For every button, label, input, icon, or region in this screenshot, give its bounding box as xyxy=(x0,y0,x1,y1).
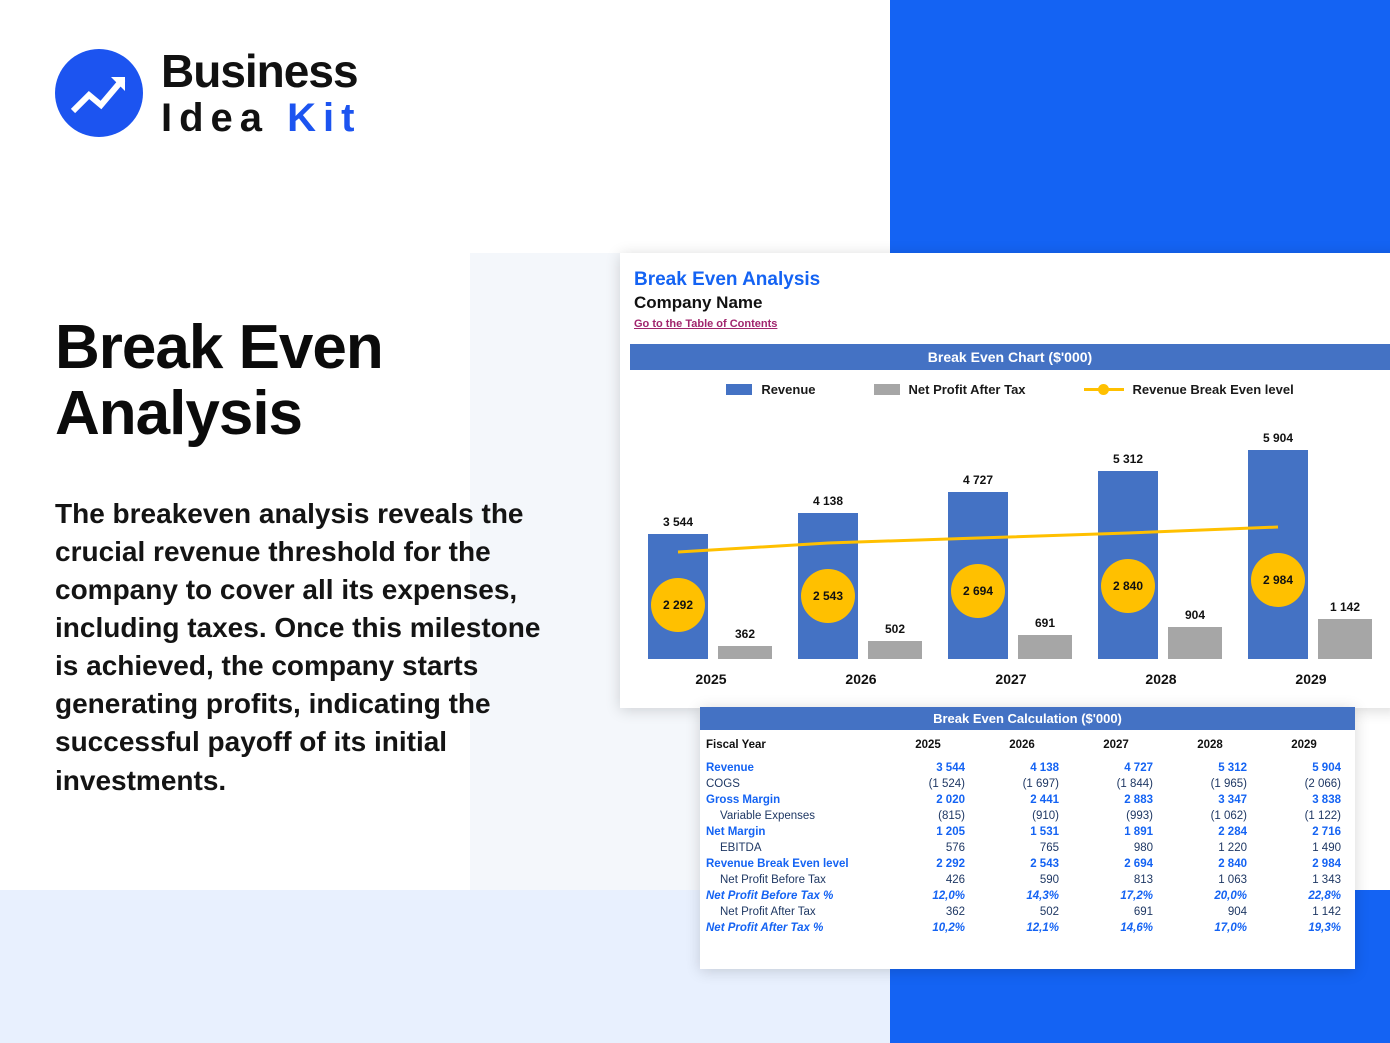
table-cell: 17,2% xyxy=(1120,890,1153,902)
chart-group xyxy=(786,429,936,659)
table-row-label: Net Profit Before Tax xyxy=(720,874,826,886)
table-cell: (1 697) xyxy=(1022,778,1059,790)
table-cell: 2 694 xyxy=(1124,858,1153,870)
chart-x-label: 2026 xyxy=(845,671,877,687)
bar-label-revenue: 4 138 xyxy=(810,493,846,509)
table-cell: (1 062) xyxy=(1210,810,1247,822)
table-of-contents-link[interactable]: Go to the Table of Contents xyxy=(634,318,778,330)
table-row xyxy=(700,808,1355,824)
bar-net-profit[interactable] xyxy=(1018,635,1072,659)
table-cell: 1 220 xyxy=(1218,842,1247,854)
table-cell: 813 xyxy=(1133,874,1153,886)
table-cell: 426 xyxy=(945,874,965,886)
bar-label-revenue: 5 312 xyxy=(1110,451,1146,467)
table-cell: 4 138 xyxy=(1030,762,1059,774)
chart-x-label: 2027 xyxy=(995,671,1027,687)
table-cell: 904 xyxy=(1227,906,1247,918)
table-cell: 2 543 xyxy=(1030,858,1059,870)
table-cell: 2 984 xyxy=(1312,858,1341,870)
page-title-line: Break Even xyxy=(55,313,383,382)
table-cell: (1 122) xyxy=(1304,810,1341,822)
table-row-label: Net Margin xyxy=(706,826,766,838)
logo-text-line2 xyxy=(161,98,362,138)
logo xyxy=(55,45,362,140)
table-cell: 502 xyxy=(1039,906,1059,918)
legend-item-revenue xyxy=(726,382,815,397)
table-row-label: Revenue Break Even level xyxy=(706,858,849,870)
legend-swatch-revenue-icon xyxy=(726,384,752,395)
table-row-label: Net Profit After Tax % xyxy=(706,922,824,934)
chart-title-band: Break Even Chart ($'000) xyxy=(630,344,1390,370)
break-even-marker[interactable]: 2 984 xyxy=(1251,553,1305,607)
break-even-marker[interactable]: 2 292 xyxy=(651,578,705,632)
bar-label-net-profit: 1 142 xyxy=(1327,599,1363,615)
legend-swatch-break-even-icon xyxy=(1084,388,1124,391)
bar-label-net-profit: 502 xyxy=(882,621,908,637)
table-cell: (1 965) xyxy=(1210,778,1247,790)
bar-net-profit[interactable] xyxy=(718,646,772,659)
legend-swatch-net-profit-icon xyxy=(874,384,900,395)
page-title-line: Analysis xyxy=(55,378,303,448)
break-even-marker[interactable]: 2 543 xyxy=(801,569,855,623)
table-row xyxy=(700,840,1355,856)
legend-label-revenue: Revenue xyxy=(761,382,816,397)
table-row xyxy=(700,792,1355,808)
legend-label-break-even: Revenue Break Even level xyxy=(1132,382,1294,397)
chart-group xyxy=(1086,429,1236,659)
logo-text-line1: Business xyxy=(161,45,358,97)
bar-label-net-profit: 362 xyxy=(732,626,758,642)
table-row-label: EBITDA xyxy=(720,842,762,854)
table-cell: 3 544 xyxy=(936,762,965,774)
break-even-table xyxy=(700,730,1355,936)
logo-text-kit: Kit xyxy=(287,96,362,140)
table-row xyxy=(700,760,1355,776)
table-row-label: Variable Expenses xyxy=(720,810,816,822)
sheet-header xyxy=(620,253,1390,332)
bar-net-profit[interactable] xyxy=(868,641,922,659)
decor-block-top-right xyxy=(890,0,1390,253)
table-cell: (1 844) xyxy=(1116,778,1153,790)
table-row xyxy=(700,872,1355,888)
page-title xyxy=(55,315,575,446)
table-cell: 14,3% xyxy=(1026,890,1059,902)
table-row xyxy=(700,904,1355,920)
table-row-label: Net Profit After Tax xyxy=(720,906,816,918)
table-cell: (815) xyxy=(938,810,965,822)
table-cell: 765 xyxy=(1039,842,1059,854)
table-cell: 5 312 xyxy=(1218,762,1247,774)
legend-item-break-even xyxy=(1084,382,1294,397)
table-row-label: COGS xyxy=(706,778,740,790)
spreadsheet-chart-card xyxy=(620,253,1390,708)
table-cell: 590 xyxy=(1039,874,1059,886)
sheet-title: Break Even Analysis xyxy=(634,269,821,290)
chart-x-label: 2029 xyxy=(1295,671,1327,687)
table-cell: 20,0% xyxy=(1214,890,1247,902)
table-row xyxy=(700,776,1355,792)
table-cell: 691 xyxy=(1133,906,1153,918)
chart-bars xyxy=(786,429,936,659)
table-header-cell: 2027 xyxy=(1103,739,1129,751)
bar-net-profit[interactable] xyxy=(1318,619,1372,659)
chart-group xyxy=(936,429,1086,659)
chart-legend xyxy=(620,382,1390,397)
table-cell: 980 xyxy=(1133,842,1153,854)
table-cell: 1 490 xyxy=(1312,842,1341,854)
bar-label-net-profit: 691 xyxy=(1032,615,1058,631)
table-cell: 2 883 xyxy=(1124,794,1153,806)
chart-group xyxy=(1236,429,1386,659)
table-cell: 10,2% xyxy=(932,922,965,934)
table-cell: 3 347 xyxy=(1218,794,1247,806)
table-cell: 2 020 xyxy=(936,794,965,806)
break-even-chart xyxy=(628,403,1390,693)
table-cell: 4 727 xyxy=(1124,762,1153,774)
table-cell: 17,0% xyxy=(1214,922,1247,934)
table-row xyxy=(700,856,1355,872)
table-cell: 2 840 xyxy=(1218,858,1247,870)
chart-bars xyxy=(1236,429,1386,659)
table-cell: (910) xyxy=(1032,810,1059,822)
table-cell: 1 891 xyxy=(1124,826,1153,838)
bar-label-net-profit: 904 xyxy=(1182,607,1208,623)
table-cell: 576 xyxy=(945,842,965,854)
sheet-company-name: Company Name xyxy=(634,293,763,312)
table-cell: 12,1% xyxy=(1026,922,1059,934)
chart-bars xyxy=(1086,429,1236,659)
break-even-marker[interactable]: 2 694 xyxy=(951,564,1005,618)
table-header-cell: 2028 xyxy=(1197,739,1223,751)
logo-text-idea: Idea xyxy=(161,96,270,140)
break-even-calculation-card xyxy=(700,707,1355,969)
table-cell: (2 066) xyxy=(1304,778,1341,790)
table-cell: 1 063 xyxy=(1218,874,1247,886)
bar-label-revenue: 3 544 xyxy=(660,514,696,530)
table-cell: 362 xyxy=(945,906,965,918)
table-cell: 1 343 xyxy=(1312,874,1341,886)
chart-bars xyxy=(636,429,786,659)
chart-x-label: 2025 xyxy=(695,671,727,687)
table-cell: 2 292 xyxy=(936,858,965,870)
chart-group xyxy=(636,429,786,659)
page-description: The breakeven analysis reveals the crucial revenue threshold for the company to cover all its expenses, including taxes. Once this milestone is achieved, the company starts generating profits, indicating the successful payoff of its initial investments. xyxy=(55,498,541,796)
legend-item-net-profit xyxy=(874,382,1026,397)
table-cell: 2 284 xyxy=(1218,826,1247,838)
break-even-marker[interactable]: 2 840 xyxy=(1101,559,1155,613)
bar-net-profit[interactable] xyxy=(1168,627,1222,659)
table-cell: (993) xyxy=(1126,810,1153,822)
table-cell: (1 524) xyxy=(928,778,965,790)
table-row-label: Net Profit Before Tax % xyxy=(706,890,834,902)
chart-bars xyxy=(936,429,1086,659)
table-row xyxy=(700,888,1355,904)
bar-label-revenue: 5 904 xyxy=(1260,430,1296,446)
table-cell: 12,0% xyxy=(932,890,965,902)
table-cell: 5 904 xyxy=(1312,762,1341,774)
table-row-label: Gross Margin xyxy=(706,794,781,806)
table-row xyxy=(700,824,1355,840)
table-cell: 2 441 xyxy=(1030,794,1059,806)
legend-label-net-profit: Net Profit After Tax xyxy=(908,382,1026,397)
chart-x-label: 2028 xyxy=(1145,671,1177,687)
table-header-cell: 2026 xyxy=(1009,739,1035,751)
table-cell: 1 205 xyxy=(936,826,965,838)
table-header-cell: 2029 xyxy=(1291,739,1317,751)
bar-label-revenue: 4 727 xyxy=(960,472,996,488)
table-header-cell: 2025 xyxy=(915,739,941,751)
table-cell: 19,3% xyxy=(1308,922,1341,934)
table-cell: 1 531 xyxy=(1030,826,1059,838)
table-cell: 22,8% xyxy=(1308,890,1341,902)
table-cell: 14,6% xyxy=(1120,922,1153,934)
table-header-cell: Fiscal Year xyxy=(706,739,766,751)
table-row xyxy=(700,920,1355,936)
table-title-band: Break Even Calculation ($'000) xyxy=(700,707,1355,730)
logo-circle-icon xyxy=(55,49,143,137)
table-header-row xyxy=(700,730,1355,760)
table-cell: 1 142 xyxy=(1312,906,1341,918)
table-cell: 3 838 xyxy=(1312,794,1341,806)
table-row-label: Revenue xyxy=(706,762,754,774)
table-cell: 2 716 xyxy=(1312,826,1341,838)
